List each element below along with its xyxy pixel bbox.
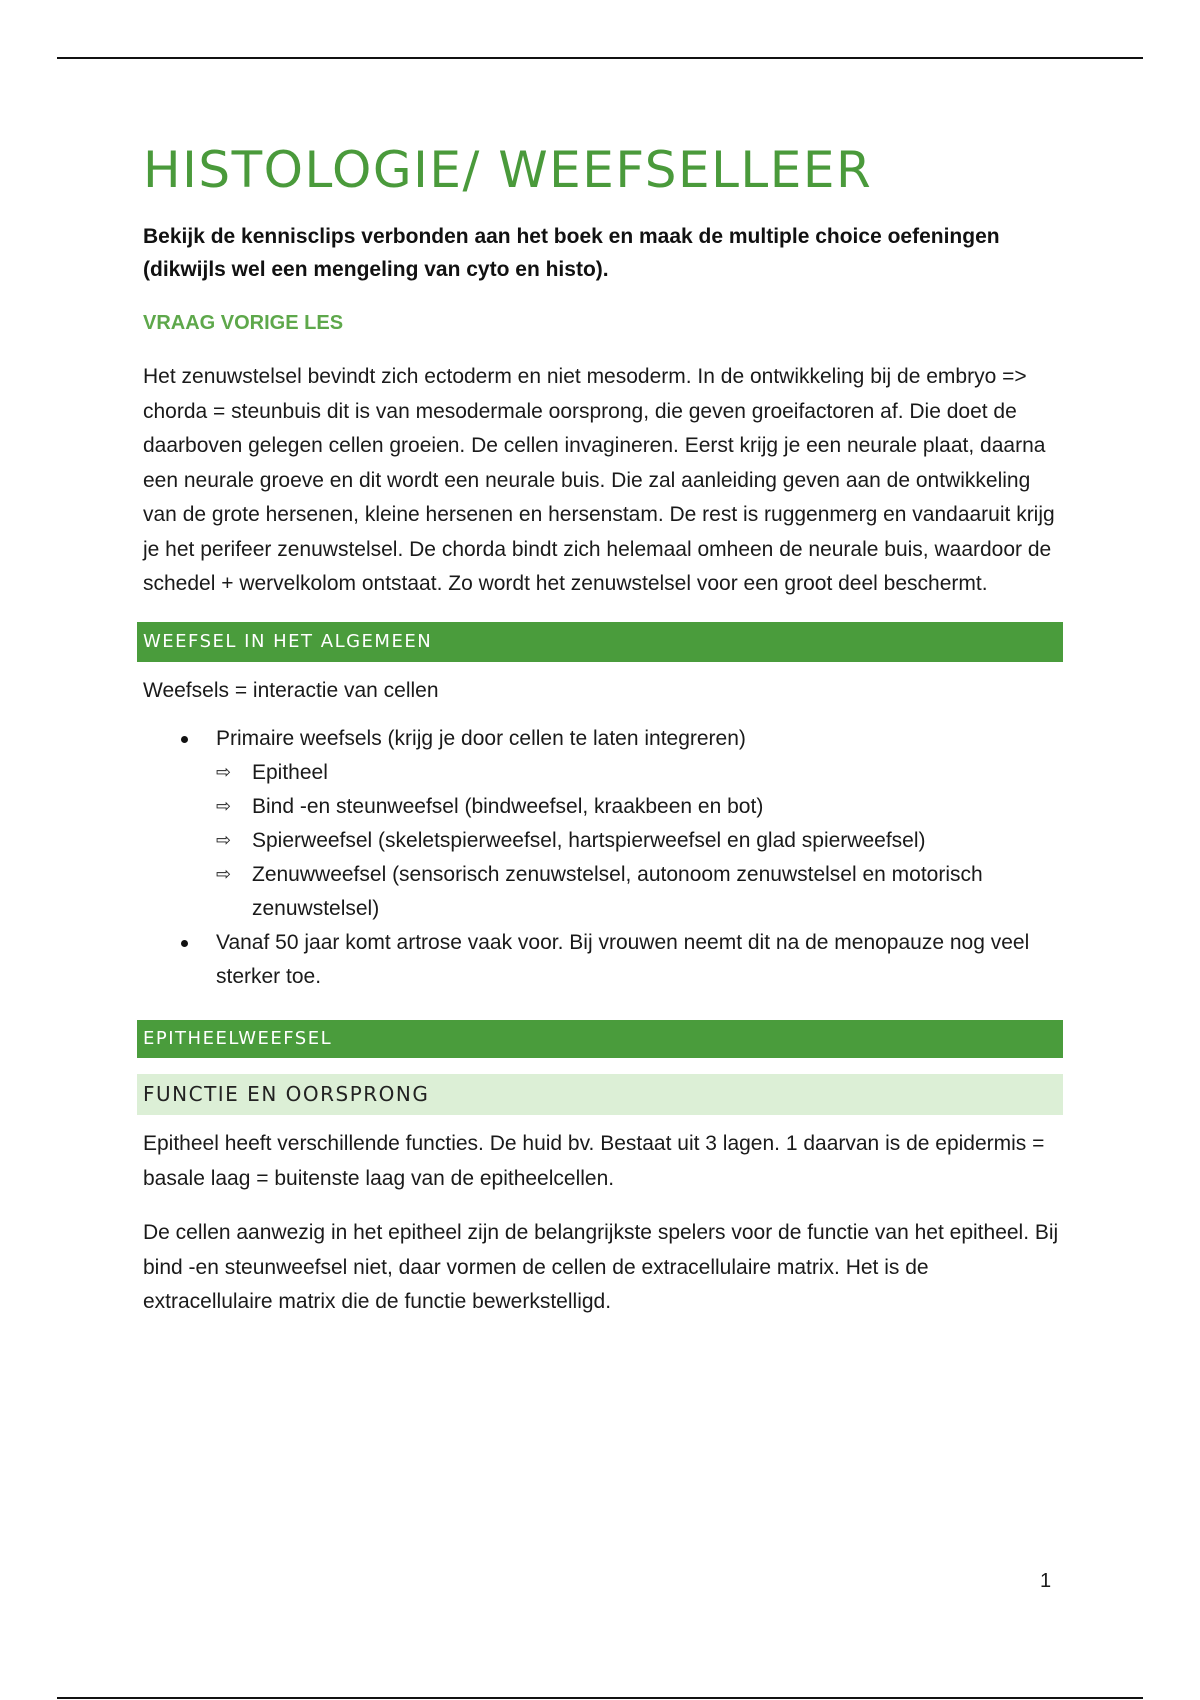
paragraph-vraag-vorige-les: Het zenuwstelsel bevindt zich ectoderm en niet mesoderm. In de ontwikkeling bij de embryo => chorda = steunbuis dit is van mesodermale oorsprong, die geven groeifactoren af. Die doet de daarboven gelegen cellen groeien. De cellen invagineren. Eerst krijg je een neurale plaat, daarna een neurale groeve en dit wordt een neurale buis. Die zal aanleiding geven aan de ontwikkeling van de grote hersenen, kleine hersenen en hersenstam. De rest is ruggenmerg en vandaaruit krijg je het perifeer zenuwstelsel. De chorda bindt zich helemaal omheen de neurale buis, waardoor de schedel + wervelkolom ontstaat. Zo wordt het zenuwstelsel voor een groot deel beschermt. [143, 365, 1055, 595]
intro-paragraph: Bekijk de kennisclips verbonden aan het boek en maak de multiple choice oefeningen (dikwijls wel een mengeling van cyto en histo). [143, 225, 1000, 281]
bullet-text-artrose: Vanaf 50 jaar komt artrose vaak voor. Bij vrouwen neemt dit na de menopauze nog veel sterker toe. [216, 931, 1030, 988]
paragraph-weefsels-intro: Weefsels = interactie van cellen [143, 678, 439, 702]
bullet-text-primaire-weefsels: Primaire weefsels (krijg je door cellen te laten integreren) [216, 727, 746, 750]
heading-epitheelweefsel: EPITHEELWEEFSEL [137, 1020, 1063, 1058]
list-item [216, 756, 1063, 790]
list-item [143, 926, 1063, 994]
arrow-right-icon: ⇨ [216, 796, 232, 817]
subitem-text: Zenuwweefsel (sensorisch zenuwstelsel, autonoom zenuwstelsel en motorisch zenuwstelsel) [252, 863, 983, 920]
subitem-text: Bind -en steunweefsel (bindweefsel, kraakbeen en bot) [252, 795, 764, 818]
arrow-right-icon: ⇨ [216, 830, 232, 851]
paragraph-epitheel-cellen: De cellen aanwezig in het epitheel zijn de belangrijkste spelers voor de functie van het epitheel. Bij bind -en steunweefsel niet, daar vormen de cellen de extracellulaire matrix. Het is de extracellulaire matrix die de functie bewerkstelligd. [143, 1221, 1059, 1313]
subitem-text: Spierweefsel (skeletspierweefsel, hartspierweefsel en glad spierweefsel) [252, 829, 926, 852]
bullet-list [143, 722, 1063, 994]
paragraph-epitheel-functies: Epitheel heeft verschillende functies. De huid bv. Bestaat uit 3 lagen. 1 daarvan is de epidermis = basale laag = buitenste laag van de epitheelcellen. [143, 1132, 1045, 1190]
list-item [216, 790, 1063, 824]
footer-rule [57, 1697, 1143, 1699]
heading-vraag-vorige-les: VRAAG VORIGE LES [143, 312, 344, 334]
document-body [143, 140, 1063, 1340]
heading-functie-en-oorsprong: FUNCTIE EN OORSPRONG [137, 1074, 1063, 1115]
list-item [216, 824, 1063, 858]
subitem-text: Epitheel [252, 761, 328, 784]
list-item [143, 722, 1063, 926]
bullet-icon [181, 736, 188, 743]
header-rule [57, 57, 1143, 59]
bullet-icon [181, 940, 188, 947]
arrow-right-icon: ⇨ [216, 762, 232, 783]
page-title: HISTOLOGIE/ WEEFSELLEER [143, 141, 873, 199]
arrow-sublist [216, 756, 1063, 926]
page-number: 1 [1040, 1570, 1052, 1592]
list-item [216, 858, 1063, 926]
arrow-right-icon: ⇨ [216, 864, 232, 885]
heading-weefsel-in-het-algemeen: WEEFSEL IN HET ALGEMEEN [137, 622, 1063, 662]
